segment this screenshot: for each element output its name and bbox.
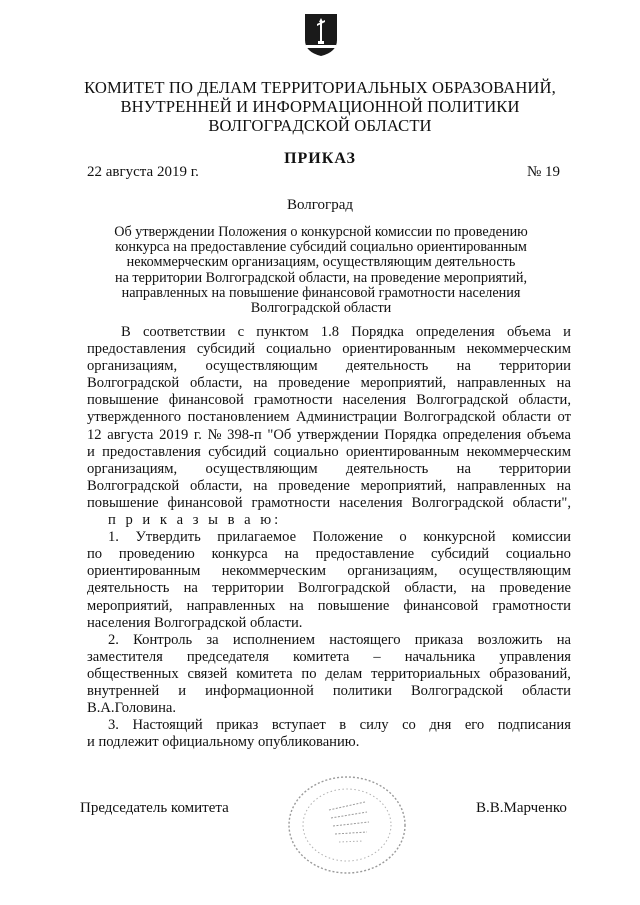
organization-name (60, 78, 580, 135)
body-line: утвержденного постановлением Администрации Волгоградской области от (87, 409, 571, 426)
body-line: по проведению конкурса на предоставление субсидий социально (87, 546, 571, 563)
body-line: организациям, осуществляющим деятельность на территории (87, 460, 571, 477)
coat-of-arms-icon (303, 12, 339, 58)
org-line: КОМИТЕТ ПО ДЕЛАМ ТЕРРИТОРИАЛЬНЫХ ОБРАЗОВАНИЙ, (84, 78, 556, 97)
body-line: В соответствии с пунктом 1.8 Порядка определения объема и (121, 324, 571, 340)
body-line: общественных связей комитета по делам территориальных образований, (87, 665, 571, 682)
subject-line: Волгоградской области (250, 300, 392, 317)
body-line: 1. Утвердить прилагаемое Положение о конкурсной комиссии (108, 529, 571, 546)
document-body (87, 324, 571, 751)
body-line: населения Волгоградской области. (87, 614, 303, 631)
signatory-position: Председатель комитета (80, 800, 229, 816)
document-number: № 19 (526, 164, 560, 180)
body-line: мероприятий, направленных на повышение финансовой грамотности (87, 597, 571, 614)
body-line: заместителя председателя комитета – начальника управления (87, 648, 571, 665)
body-line: В.А.Головина. (87, 700, 177, 717)
body-line: внутренней и информационной политики Волгоградской области (87, 682, 571, 699)
body-line: Волгоградской области, на проведение мероприятий, направленных на (87, 375, 571, 392)
subject-line: некоммерческим организациям, осуществляющим деятельность (126, 254, 516, 271)
document-title: ПРИКАЗ (284, 150, 356, 167)
subject-line: направленных на повышение финансовой грамотности населения (121, 284, 521, 301)
document-city: Волгоград (286, 197, 353, 213)
subject-line: конкурса на предоставление субсидий социально ориентированным (115, 239, 527, 256)
org-line: ВОЛГОГРАДСКОЙ ОБЛАСТИ (208, 116, 432, 135)
org-line: ВНУТРЕННЕЙ И ИНФОРМАЦИОННОЙ ПОЛИТИКИ (120, 97, 520, 116)
body-line: повышение финансовой грамотности населения Волгоградской области", (87, 494, 571, 511)
body-line: ориентированным некоммерческим организациям, осуществляющим (87, 563, 571, 580)
document-subject (80, 225, 562, 316)
official-seal (283, 772, 411, 878)
body-line: деятельность на территории Волгоградской области, на проведение (87, 580, 571, 597)
document-date: 22 августа 2019 г. (87, 164, 199, 180)
subject-line: на территории Волгоградской области, на проведение мероприятий, (115, 269, 527, 286)
body-line: организациям, осуществляющим деятельность на территории (87, 358, 571, 375)
body-line: повышение финансовой грамотности населения Волгоградской области, (87, 392, 571, 409)
body-line: и предоставления субсидий социально ориентированным некоммерческим (87, 443, 571, 460)
subject-line: Об утверждении Положения о конкурсной комиссии по проведению (114, 224, 528, 240)
body-line: 3. Настоящий приказ вступает в силу со дня его подписания (108, 717, 571, 734)
body-line: п р и к а з ы в а ю: (108, 512, 282, 529)
body-line: Волгоградской области, на проведение мероприятий, направленных на (87, 477, 571, 494)
body-line: 2. Контроль за исполнением настоящего приказа возложить на (108, 631, 571, 648)
body-line: предоставления субсидий социально ориентированным некоммерческим (87, 341, 571, 358)
body-line: 12 августа 2019 г. № 398-п "Об утверждении Порядка определения объема (87, 426, 571, 443)
signatory-name: В.В.Марченко (476, 800, 567, 816)
body-line: и подлежит официальному опубликованию. (87, 734, 360, 751)
